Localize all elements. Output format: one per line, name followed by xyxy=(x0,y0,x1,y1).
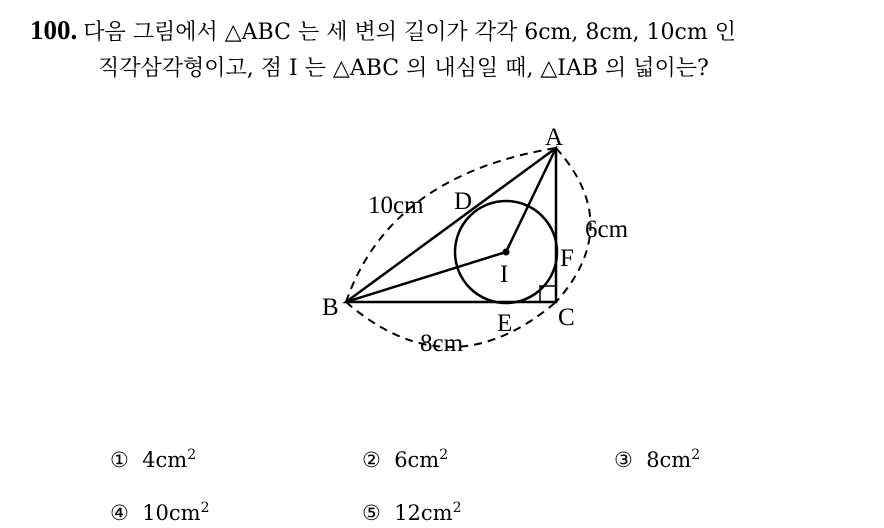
choice-3-value: 8cm xyxy=(646,448,692,472)
label-d: D xyxy=(454,188,473,215)
label-hypotenuse-length: 10cm xyxy=(368,192,424,219)
choice-1-exponent: 2 xyxy=(187,447,197,463)
choice-1-mark: ① xyxy=(110,448,129,472)
label-i: I xyxy=(500,261,509,288)
choice-3-mark: ③ xyxy=(614,448,633,472)
choice-2-exponent: 2 xyxy=(439,447,449,463)
choice-2-mark: ② xyxy=(362,448,381,472)
choice-5-mark: ⑤ xyxy=(362,501,381,525)
label-f: F xyxy=(560,245,574,272)
choice-1-value: 4cm xyxy=(142,448,188,472)
choice-2[interactable] xyxy=(362,447,448,472)
choice-5-exponent: 2 xyxy=(452,500,462,516)
label-c: C xyxy=(558,304,575,331)
label-e: E xyxy=(497,310,513,337)
choice-1[interactable] xyxy=(110,447,196,472)
question-number: 100. xyxy=(30,15,78,45)
label-a: A xyxy=(545,124,564,151)
question-line-1: 다음 그림에서 △ABC 는 세 변의 길이가 각각 6cm, 8cm, 10cm 인 xyxy=(83,20,736,45)
choice-4-value: 10cm xyxy=(142,501,201,525)
question-line-2: 직각삼각형이고, 점 I 는 △ABC 의 내심일 때, △IAB 의 넓이는? xyxy=(98,56,709,81)
label-b: B xyxy=(322,294,339,321)
choice-5-value: 12cm xyxy=(394,501,453,525)
choice-3[interactable] xyxy=(614,447,700,472)
choice-4-mark: ④ xyxy=(110,501,129,525)
choice-4-exponent: 2 xyxy=(200,500,210,516)
choice-3-exponent: 2 xyxy=(691,447,701,463)
label-vertical-length: 6cm xyxy=(585,216,629,243)
choice-4[interactable] xyxy=(110,500,210,525)
choice-2-value: 6cm xyxy=(394,448,440,472)
label-base-length: 8cm xyxy=(420,330,464,357)
choice-5[interactable] xyxy=(362,500,462,525)
